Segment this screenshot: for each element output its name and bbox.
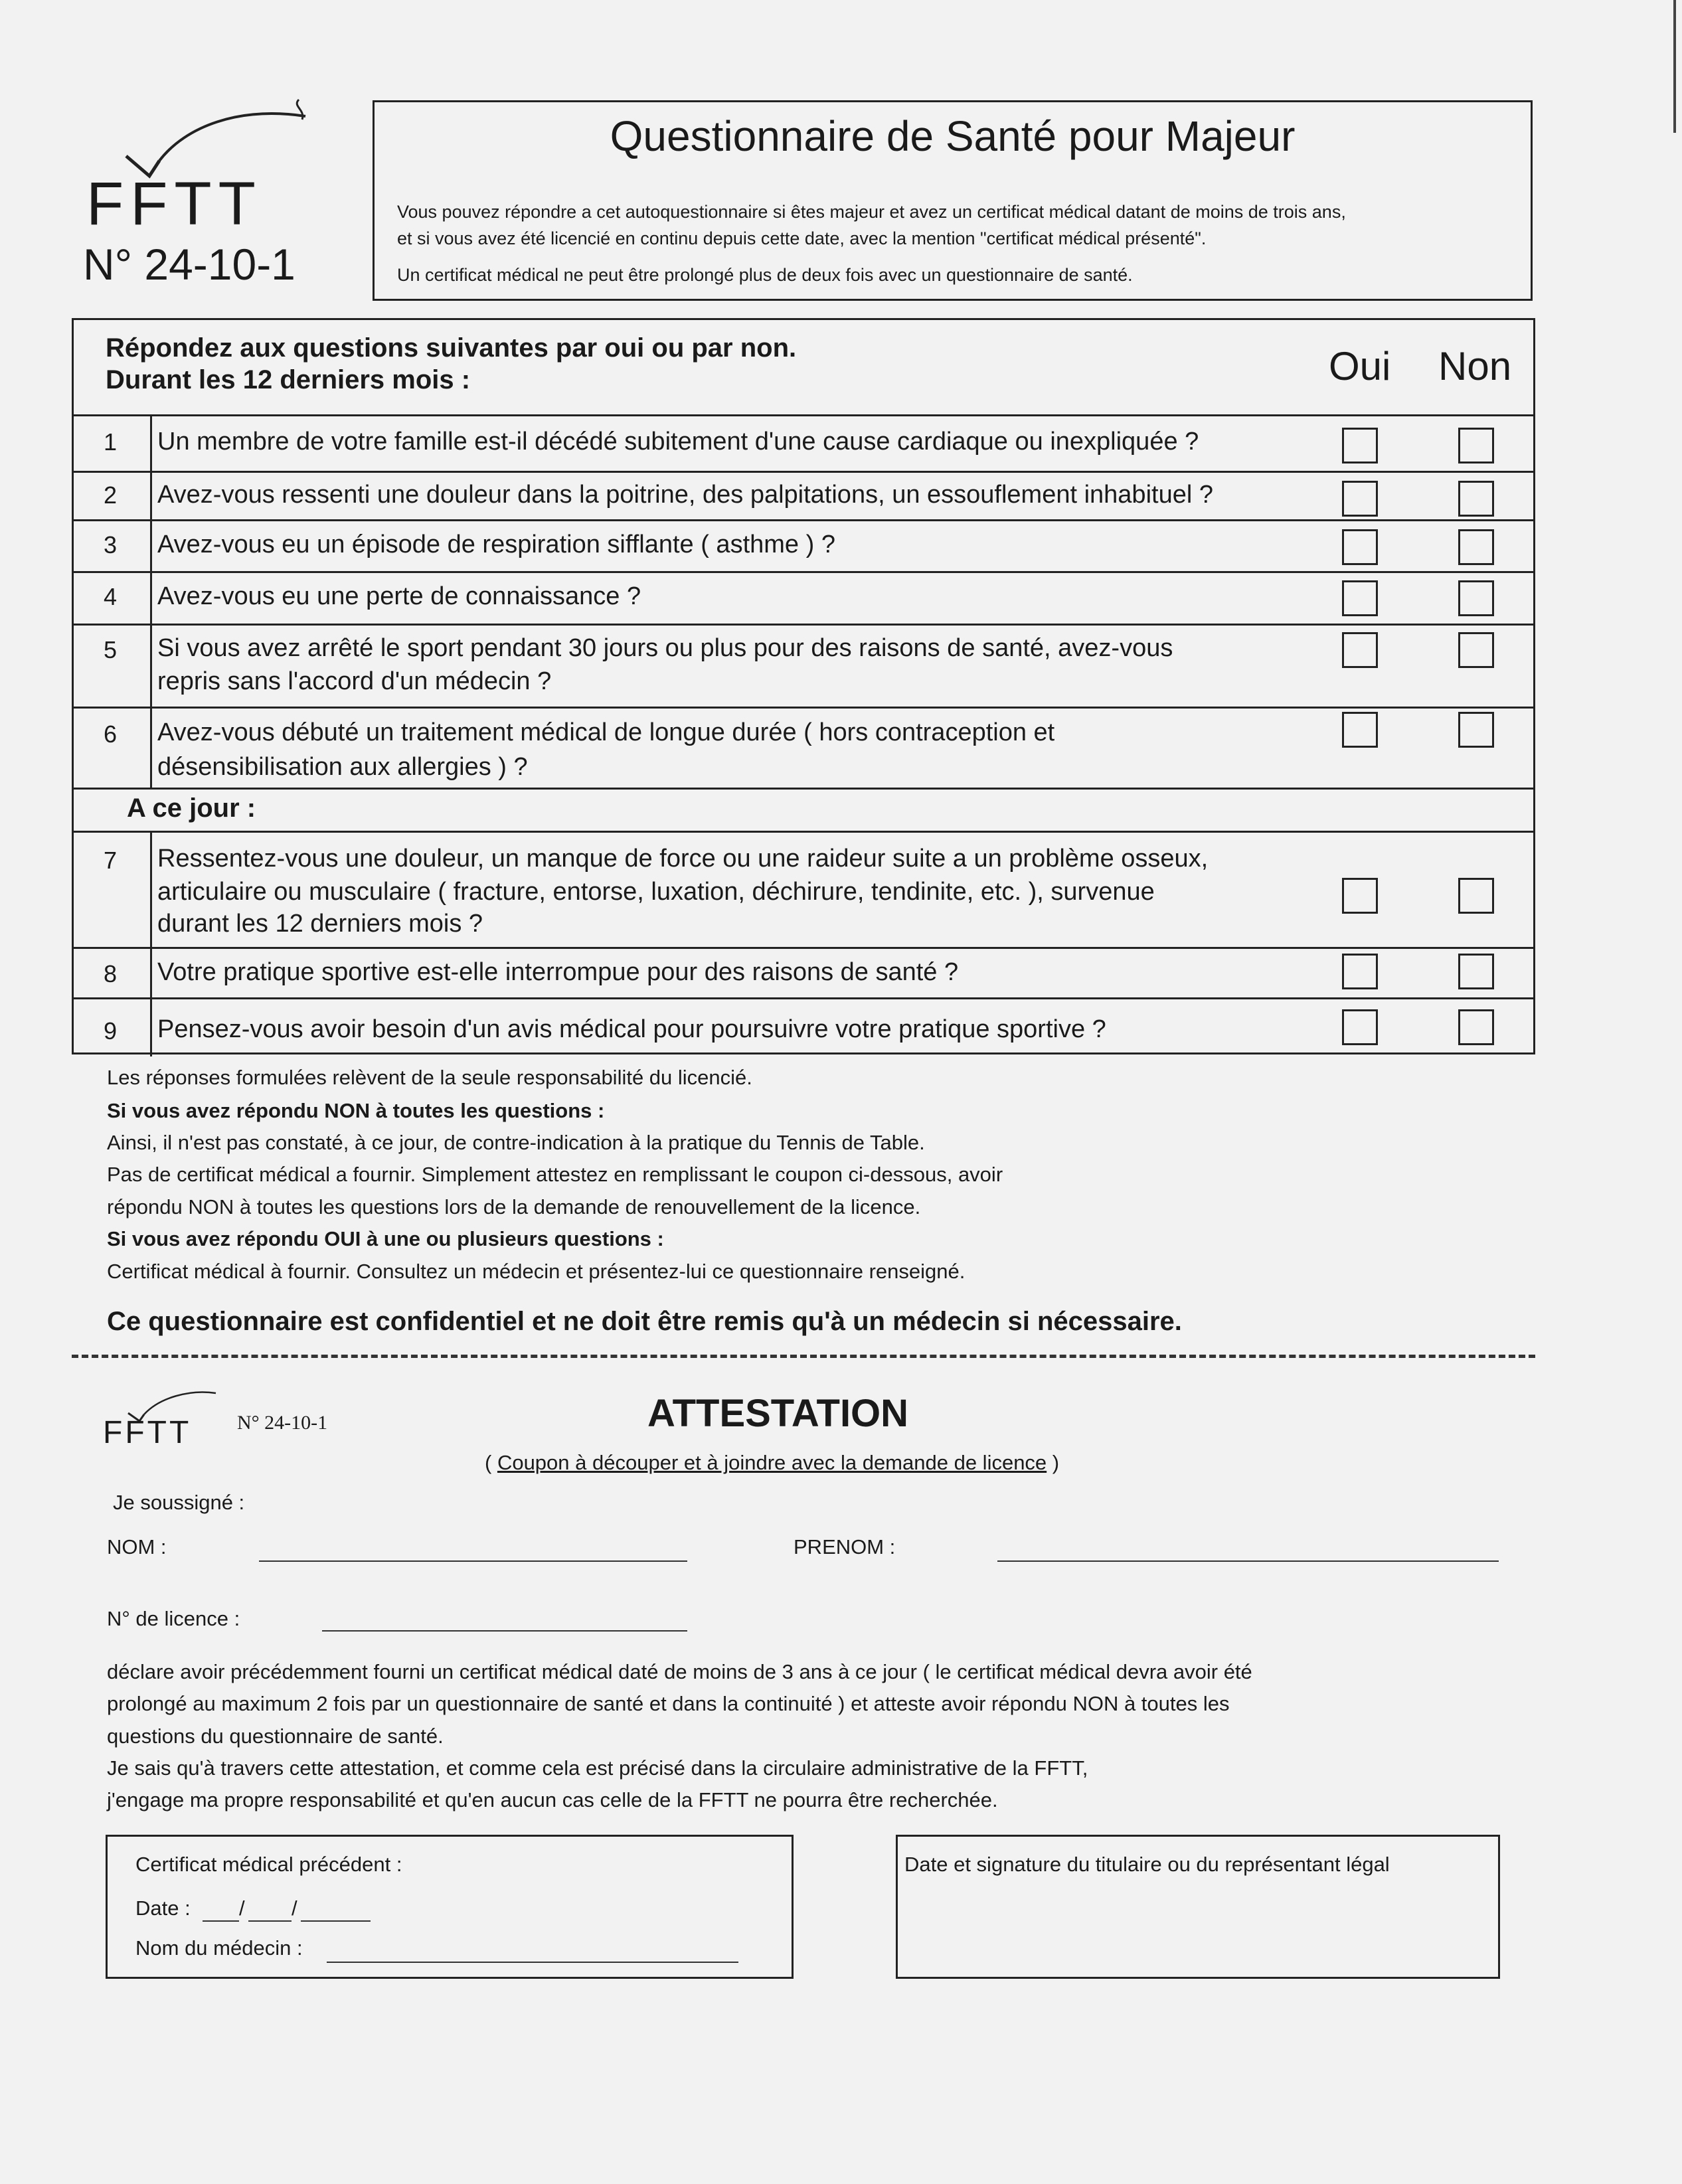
q6-oui-checkbox[interactable] [1342,712,1378,748]
q2-non-checkbox[interactable] [1458,481,1494,517]
q4-non-checkbox[interactable] [1458,580,1494,616]
info-line-5: répondu NON à toutes les questions lors de la demande de renouvellement de la licence. [107,1195,921,1218]
question-text: articulaire ou musculaire ( fracture, entorse, luxation, déchirure, tendinite, etc. ), survenue [157,878,1155,906]
doctor-label: Nom du médecin : [135,1936,303,1960]
form-number: N° 24-10-1 [83,240,295,289]
q8-oui-checkbox[interactable] [1342,954,1378,989]
question-text: Avez-vous débuté un traitement médical de longue durée ( hors contraception et [157,718,1055,746]
question-number: 8 [103,960,118,987]
question-text: Un membre de votre famille est-il décédé subitement d'une cause cardiaque ou inexpliquée ? [157,428,1199,456]
question-text: Avez-vous eu un épisode de respiration sifflante ( asthme ) ? [157,531,835,558]
question-number: 6 [103,720,118,748]
info-line-6: Si vous avez répondu OUI à une ou plusieurs questions : [107,1227,664,1250]
question-number: 1 [103,428,118,456]
q9-oui-checkbox[interactable] [1342,1009,1378,1045]
question-text: repris sans l'accord d'un médecin ? [157,667,552,695]
q7-oui-checkbox[interactable] [1342,878,1378,914]
q3-non-checkbox[interactable] [1458,529,1494,565]
subtitle-close: ) [1047,1451,1060,1474]
question-number: 3 [103,531,118,558]
attestation-body-4: Je sais qu'à travers cette attestation, et comme cela est précisé dans la circulaire administrative de la FFTT, [107,1756,1088,1780]
q1-non-checkbox[interactable] [1458,428,1494,463]
question-text: Si vous avez arrêté le sport pendant 30 jours ou plus pour des raisons de santé, avez-vous [157,634,1173,662]
licence-field[interactable] [322,1630,687,1632]
scan-edge [1673,0,1676,133]
date-label: Date : [135,1896,191,1920]
date-day-field[interactable] [203,1920,239,1922]
question-text: désensibilisation aux allergies ) ? [157,753,528,781]
col-header-non: Non [1438,344,1512,388]
section-today: A ce jour : [127,794,256,823]
info-line-1: Les réponses formulées relèvent de la seule responsabilité du licencié. [107,1066,752,1089]
q5-non-checkbox[interactable] [1458,632,1494,668]
question-number: 4 [103,583,118,610]
attestation-form-number: N° 24-10-1 [237,1412,328,1434]
questions-heading-1: Répondez aux questions suivantes par oui ou par non. [106,333,797,363]
q9-non-checkbox[interactable] [1458,1009,1494,1045]
question-text: Votre pratique sportive est-elle interrompue pour des raisons de santé ? [157,958,959,986]
q6-non-checkbox[interactable] [1458,712,1494,748]
doctor-field[interactable] [327,1962,738,1963]
signature-label: Date et signature du titulaire ou du représentant légal [904,1853,1390,1876]
questions-heading-2: Durant les 12 derniers mois : [106,365,471,394]
question-number: 7 [103,847,118,874]
info-line-4: Pas de certificat médical a fournir. Simplement attestez en remplissant le coupon ci-dessous, avoir [107,1163,1003,1186]
nom-field[interactable] [259,1560,687,1562]
question-text: Avez-vous ressenti une douleur dans la poitrine, des palpitations, un essouflement inhabituel ? [157,481,1213,509]
subtitle-text: Coupon à découper et à joindre avec la demande de licence [497,1451,1047,1474]
question-text: Avez-vous eu une perte de connaissance ? [157,582,641,610]
attestation-body-5: j'engage ma propre responsabilité et qu'en aucun cas celle de la FFTT ne pourra être recherchée. [107,1788,998,1811]
attestation-body-2: prolongé au maximum 2 fois par un questionnaire de santé et dans la continuité ) et atteste avoir répondu NON à toutes les [107,1692,1230,1715]
q4-oui-checkbox[interactable] [1342,580,1378,616]
fftt-logo [86,86,325,238]
intro-line-1: Vous pouvez répondre a cet autoquestionnaire si êtes majeur et avez un certificat médical datant de moins de trois ans, [397,202,1346,222]
attestation-body-1: déclare avoir précédemment fourni un certificat médical daté de moins de 3 ans à ce jour ( le certificat médical devra avoir été [107,1660,1252,1683]
confidential-notice: Ce questionnaire est confidentiel et ne doit être remis qu'à un médecin si nécessaire. [107,1307,1182,1336]
cert-label: Certificat médical précédent : [135,1853,402,1876]
nom-label: NOM : [107,1535,167,1558]
date-year-field[interactable] [301,1920,371,1922]
question-text: Ressentez-vous une douleur, un manque de force ou une raideur suite a un problème osseux, [157,845,1209,873]
attestation-subtitle [485,1451,1059,1475]
intro-line-3: Un certificat médical ne peut être prolongé plus de deux fois avec un questionnaire de santé. [397,265,1133,285]
cut-line [72,1355,1535,1358]
q7-non-checkbox[interactable] [1458,878,1494,914]
date-sep-2: / [292,1896,297,1920]
subtitle-open: ( [485,1451,497,1474]
q3-oui-checkbox[interactable] [1342,529,1378,565]
info-line-7: Certificat médical à fournir. Consultez un médecin et présentez-lui ce questionnaire renseigné. [107,1260,966,1283]
header-box [373,100,1533,301]
question-text: durant les 12 derniers mois ? [157,910,483,938]
date-month-field[interactable] [248,1920,292,1922]
question-number: 5 [103,636,118,663]
attestation-body-3: questions du questionnaire de santé. [107,1724,444,1748]
info-line-3: Ainsi, il n'est pas constaté, à ce jour, de contre-indication à la pratique du Tennis de Table. [107,1131,925,1154]
certificate-box [106,1835,794,1979]
question-number: 9 [103,1017,118,1045]
q2-oui-checkbox[interactable] [1342,481,1378,517]
col-header-oui: Oui [1329,344,1391,388]
logo-text: FFTT [103,1415,192,1450]
attestation-logo [103,1381,236,1454]
question-text: Pensez-vous avoir besoin d'un avis médical pour poursuivre votre pratique sportive ? [157,1015,1106,1043]
q8-non-checkbox[interactable] [1458,954,1494,989]
licence-label: N° de licence : [107,1607,240,1630]
questionnaire-table [72,318,1535,1054]
intro-line-2: et si vous avez été licencié en continu depuis cette date, avec la mention "certificat médical présenté". [397,228,1207,248]
prenom-field[interactable] [997,1560,1499,1562]
info-line-2: Si vous avez répondu NON à toutes les questions : [107,1099,605,1122]
question-number: 2 [103,481,118,509]
je-soussigne-label: Je soussigné : [113,1491,245,1514]
logo-text: FFTT [86,170,262,238]
page-title: Questionnaire de Santé pour Majeur [610,112,1296,160]
q5-oui-checkbox[interactable] [1342,632,1378,668]
attestation-title: ATTESTATION [647,1392,909,1435]
signature-box[interactable] [896,1835,1500,1979]
prenom-label: PRENOM : [794,1535,896,1558]
date-sep-1: / [239,1896,245,1920]
q1-oui-checkbox[interactable] [1342,428,1378,463]
